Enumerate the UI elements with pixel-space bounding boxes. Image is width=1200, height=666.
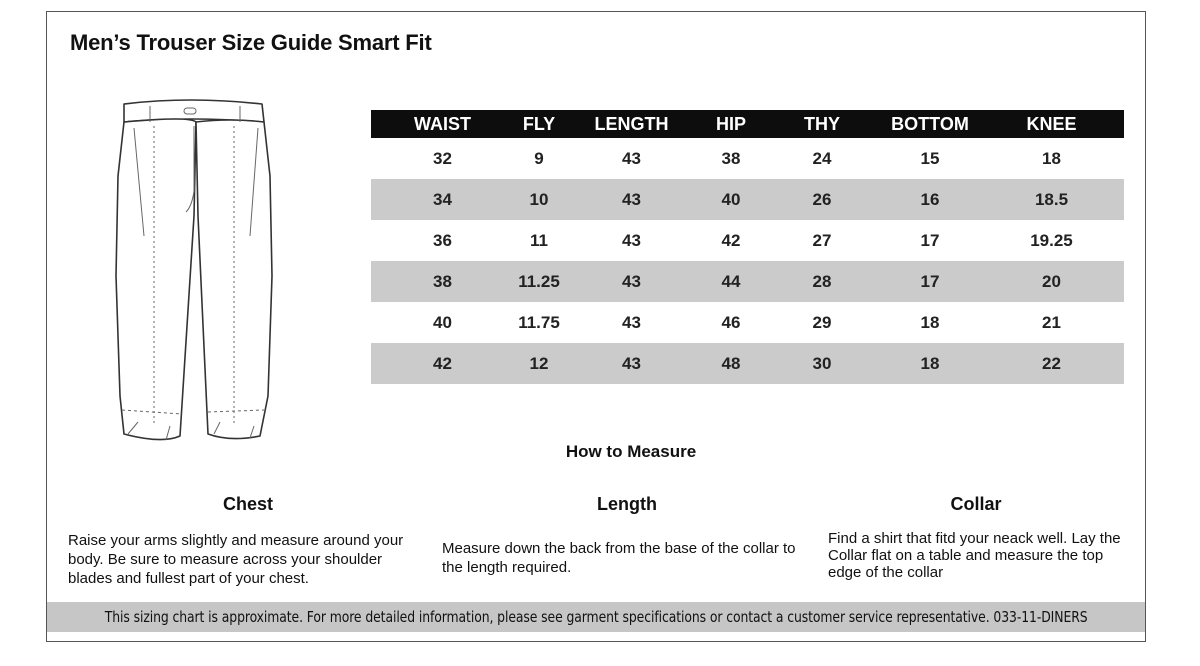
length-heading: Length (597, 494, 657, 514)
disclaimer-footer (47, 602, 1145, 632)
cell-length: 43 (564, 343, 699, 384)
table-row (371, 220, 1124, 261)
col-header-length: LENGTH (564, 110, 699, 138)
cell-fly: 11.25 (514, 261, 564, 302)
cell-waist: 38 (371, 261, 514, 302)
cell-bottom: 17 (881, 261, 979, 302)
trouser-icon (110, 96, 290, 456)
cell-knee: 18 (1042, 148, 1061, 168)
cell-hip: 42 (721, 230, 741, 250)
cell-hip: 44 (699, 261, 763, 302)
table-row (371, 179, 1124, 220)
cell-waist: 32 (433, 148, 452, 168)
table-row (371, 261, 1124, 302)
cell-thy: 26 (763, 179, 881, 220)
cell-bottom: 18 (881, 343, 979, 384)
col-header-thy: THY (763, 110, 881, 138)
chest-text: Raise your arms slightly and measure around your body. Be sure to measure across your shoulder blades and fullest part of your chest. (68, 532, 404, 587)
cell-bottom: 17 (920, 230, 940, 250)
cell-length: 43 (564, 261, 699, 302)
cell-thy: 24 (812, 148, 832, 168)
cell-length: 43 (622, 312, 641, 332)
cell-fly: 11 (530, 230, 548, 250)
cell-fly: 11.75 (518, 312, 560, 332)
cell-length: 43 (622, 230, 641, 250)
cell-thy: 29 (812, 312, 832, 332)
cell-fly: 10 (514, 179, 564, 220)
col-header-waist: WAIST (371, 110, 514, 138)
cell-bottom: 15 (920, 148, 940, 168)
cell-hip: 46 (721, 312, 741, 332)
col-header-knee: KNEE (979, 110, 1124, 138)
cell-waist: 40 (433, 312, 452, 332)
disclaimer-text: This sizing chart is approximate. For more detailed information, please see garment specifications or contact a customer service representative. 033-11-DINERS (104, 608, 1088, 626)
col-header-fly: FLY (514, 110, 564, 138)
table-row (371, 302, 1124, 343)
length-text: Measure down the back from the base of the collar to the length required. (442, 540, 796, 576)
size-table (371, 110, 1124, 384)
collar-heading: Collar (950, 494, 1002, 514)
cell-thy: 27 (812, 230, 832, 250)
cell-knee: 18.5 (979, 179, 1124, 220)
cell-fly: 9 (534, 148, 544, 168)
col-header-bottom: BOTTOM (881, 110, 979, 138)
table-header-row (371, 110, 1124, 138)
cell-thy: 28 (763, 261, 881, 302)
how-to-measure-heading: How to Measure (565, 442, 697, 461)
cell-knee: 22 (979, 343, 1124, 384)
cell-hip: 38 (721, 148, 741, 168)
cell-length: 43 (622, 148, 641, 168)
cell-length: 43 (564, 179, 699, 220)
cell-bottom: 16 (881, 179, 979, 220)
cell-waist: 36 (433, 230, 452, 250)
cell-knee: 20 (979, 261, 1124, 302)
table-row (371, 343, 1124, 384)
col-header-hip: HIP (699, 110, 763, 138)
cell-knee: 21 (1042, 312, 1061, 332)
cell-bottom: 18 (920, 312, 940, 332)
chest-heading: Chest (222, 494, 273, 514)
page-title: Men’s Trouser Size Guide Smart Fit (70, 30, 432, 55)
cell-knee: 19.25 (1030, 230, 1073, 250)
cell-waist: 42 (371, 343, 514, 384)
cell-waist: 34 (371, 179, 514, 220)
cell-thy: 30 (763, 343, 881, 384)
collar-text: Find a shirt that fitd your neack well. Lay the Collar flat on a table and measure the top edge of the collar (828, 530, 1121, 581)
cell-hip: 48 (699, 343, 763, 384)
cell-fly: 12 (514, 343, 564, 384)
table-row (371, 138, 1124, 179)
cell-hip: 40 (699, 179, 763, 220)
